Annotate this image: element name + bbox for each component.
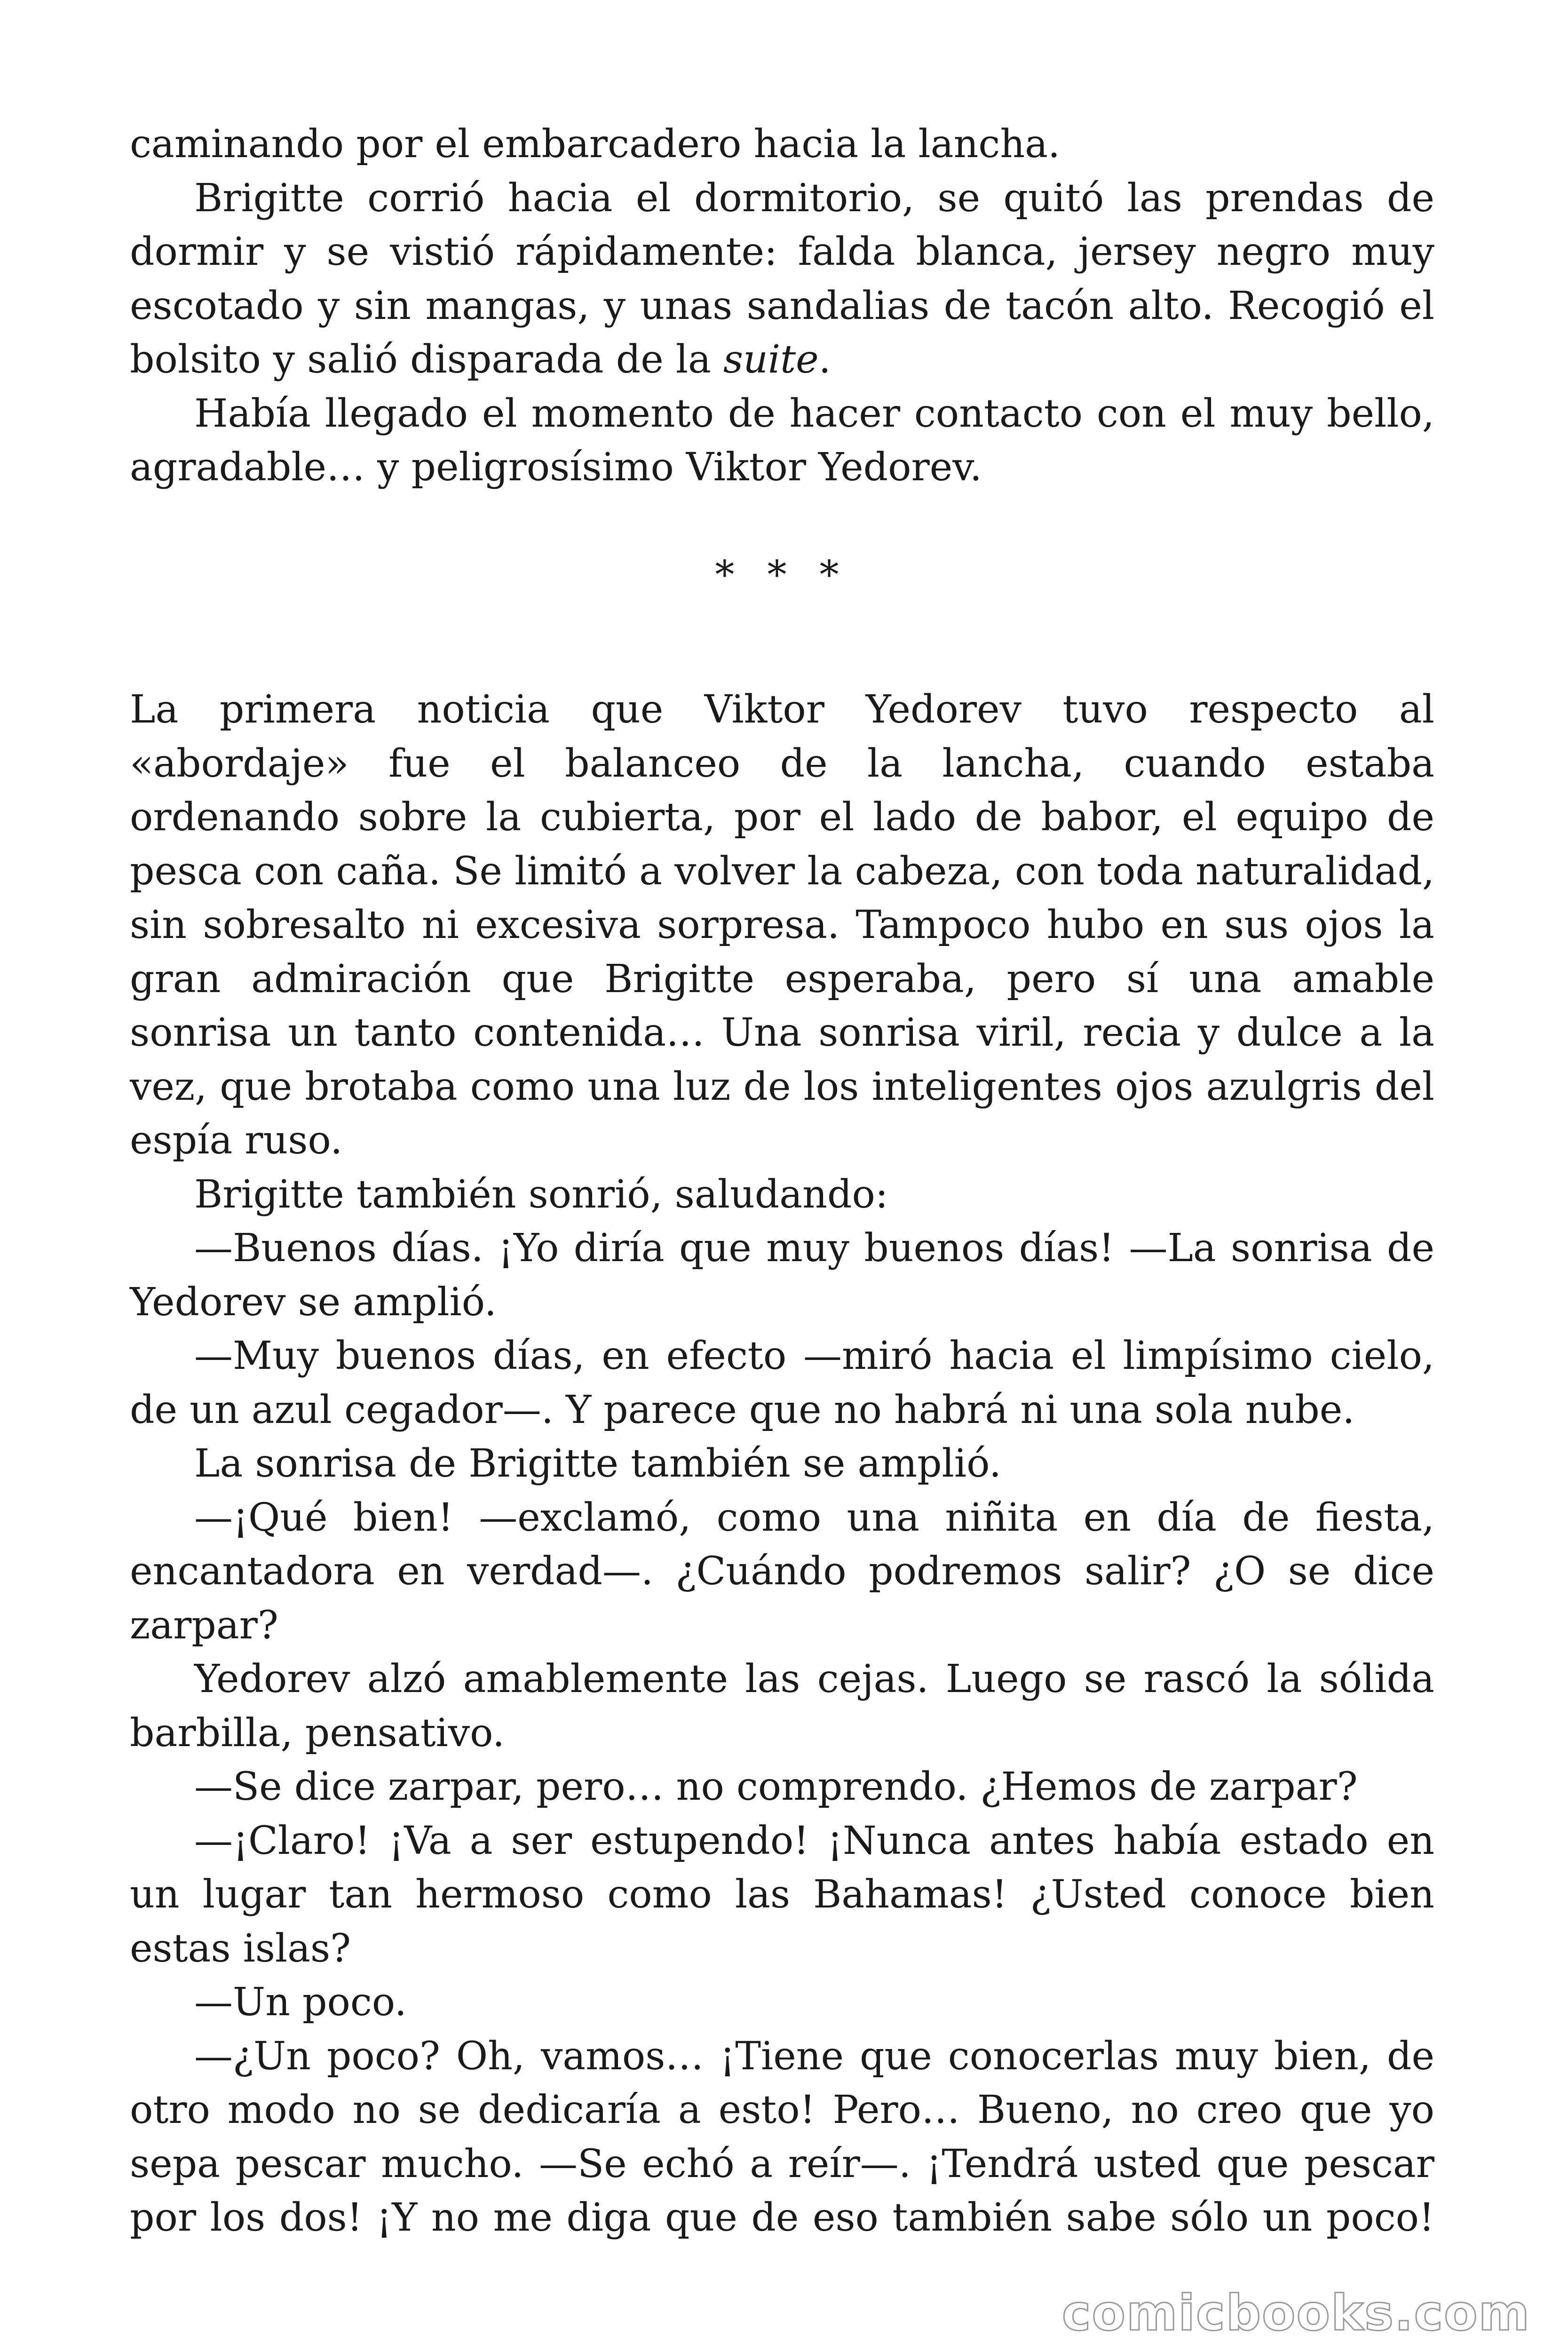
paragraph-text: . (818, 337, 831, 382)
paragraph: Yedorev alzó amablemente las cejas. Luego se rascó la sólida barbilla, pensativo. (130, 1657, 1434, 1756)
section-two (130, 683, 1434, 2245)
paragraph: —Buenos días. ¡Yo diría que muy buenos días! —La sonrisa de Yedorev se amplió. (130, 1226, 1434, 1325)
paragraph: caminando por el embarcadero hacia la lancha. (130, 122, 1061, 167)
paragraph: —Se dice zarpar, pero… no comprendo. ¿Hemos de zarpar? (194, 1764, 1358, 1809)
paragraph: —¿Un poco? Oh, vamos… ¡Tiene que conocerlas muy bien, de otro modo no se dedicaría a esto! Pero… Bueno, no creo que yo sepa pescar mucho. —Se echó a reír—. ¡Tendrá usted que pescar por los dos! ¡Y no me diga que de eso también sabe sólo un poco! (130, 2034, 1434, 2240)
paragraph: —¡Qué bien! —exclamó, como una niñita en día de fiesta, encantadora en verdad—. ¿Cuándo podremos salir? ¿O se dice zarpar? (130, 1495, 1434, 1648)
section-one (130, 118, 1434, 495)
paragraph-text: Brigitte corrió hacia el dormitorio, se quitó las prendas de dormir y se vistió rápidamente: falda blanca, jersey negro muy escotado y sin mangas, y unas sandalias de tacón alto. Recogió el bolsito y salió disparada de la (130, 175, 1434, 382)
paragraph: La sonrisa de Brigitte también se amplió. (194, 1441, 1002, 1486)
watermark-logo: comicbooks.com (1061, 2284, 1530, 2342)
paragraph: —Un poco. (194, 1980, 407, 2025)
paragraph: Había llegado el momento de hacer contacto con el muy bello, agradable… y peligrosísimo Viktor Yedorev. (130, 391, 1434, 490)
book-page (130, 118, 1434, 2245)
paragraph: —Muy buenos días, en efecto —miró hacia el limpísimo cielo, de un azul cegador—. Y parece que no habrá ni una sola nube. (130, 1334, 1434, 1432)
section-separator: * * * (715, 552, 849, 597)
italic-word: suite (723, 337, 819, 382)
paragraph: —¡Claro! ¡Va a ser estupendo! ¡Nunca antes había estado en un lugar tan hermoso como las Bahamas! ¿Usted conoce bien estas islas? (130, 1818, 1434, 1971)
paragraph: Brigitte también sonrió, saludando: (194, 1172, 888, 1217)
paragraph (130, 172, 1434, 387)
paragraph: La primera noticia que Viktor Yedorev tuvo respecto al «abordaje» fue el balanceo de la lancha, cuando estaba ordenando sobre la cubierta, por el lado de babor, el equipo de pesca con caña. Se limitó a volver la cabeza, con toda naturalidad, sin sobresalto ni excesiva sorpresa. Tampoco hubo en sus ojos la gran admiración que Brigitte esperaba, pero sí una amable sonrisa un tanto contenida… Una sonrisa viril, recia y dulce a la vez, que brotaba como una luz de los inteligentes ojos azulgris del espía ruso. (130, 687, 1434, 1163)
